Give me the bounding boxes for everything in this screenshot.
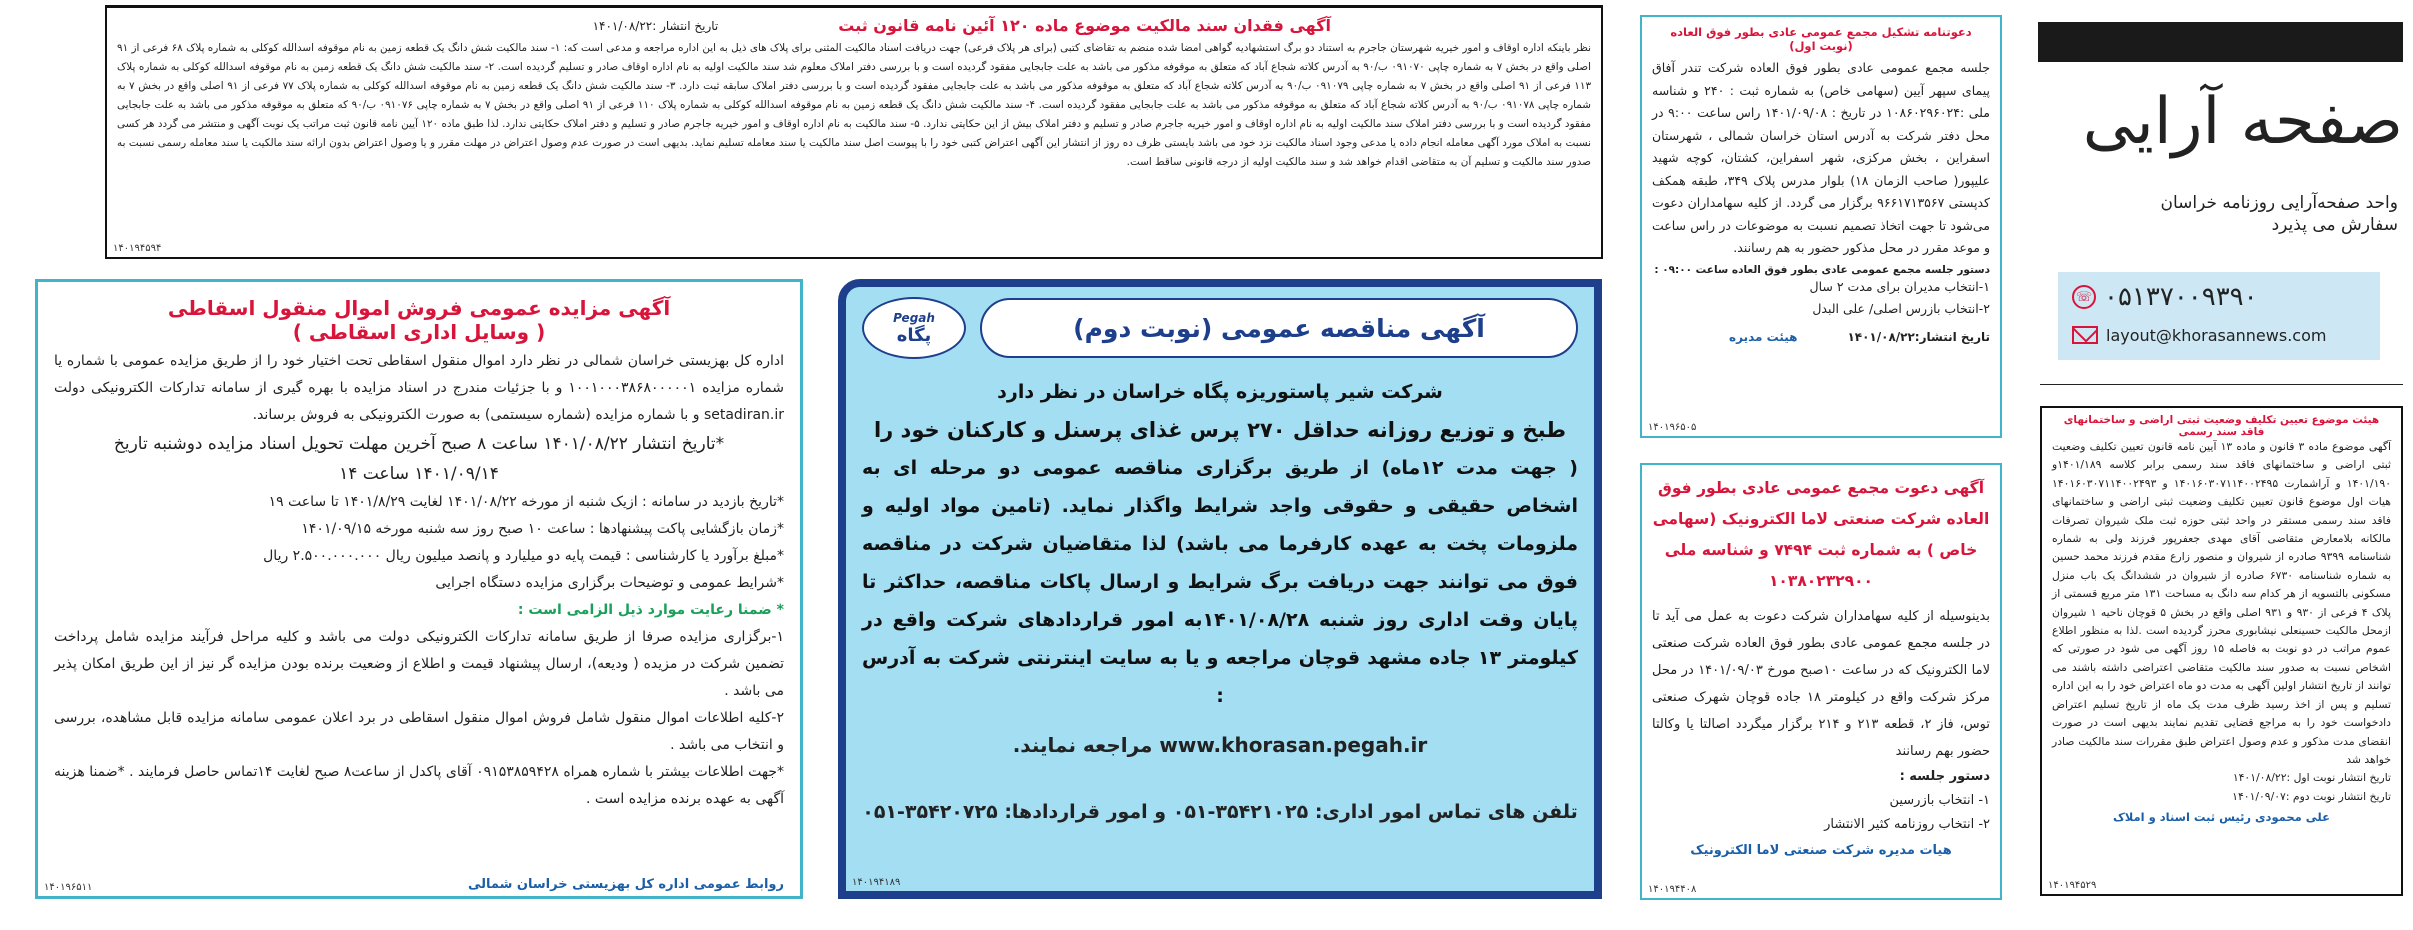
auction-terms: *شرایط عمومی و توضیحات برگزاری مزایده دستگاه اجرایی <box>435 575 784 591</box>
lost-deed-title: آگهی فقدان سند مالکیت موضوع ماده ۱۲۰ آئین نامه قانون ثبت <box>838 16 1331 35</box>
lost-deed-body: نظر باینکه اداره اوقاف و امور خیریه شهرستان جاجرم به استناد دو برگ استشهادیه گواهی امضا شده منضم به تقاضای کتبی (برای هر پلاک فرعی) جهت دریافت اسناد مالکیت المثنی برای پلاک های ذیل به این اداره مراجعه و مدعی است که: ۱- سند مالکیت شش دانگ یک قطعه زمین به نام موقوفه اسدالله کوکلی به شماره پلاک ۶۸ فرعی از ۹۱ اصلی واقع در بخش ۷ به شماره چاپی ۰۹۱۰۷۰ ب/۹۰ به آدرس کلاته شجاع آباد که متعلق به موقوفه مذکور می باشد به علت جابجایی مفقود گردیده است و با بررسی دفتر املاک معلوم شد سند مالکیت اولیه به نام اداره اوقاف صادر و تسلیم گردیده است. ۲- سند مالکیت شش دانگ یک قطعه زمین به نام موقوفه اسدالله کوکلی به شماره پلاک ۱۱۳ فرعی از ۹۱ اصلی واقع در بخش ۷ به شماره چاپی ۰۹۱۰۷۹ ب/۹۰ به آدرس کلاته شجاع آباد که متعلق به موقوفه مذکور می باشد به علت جابجایی مفقود گردیده است و با بررسی دفتر املاک سابقه ثبت دارد. ۳- سند مالکیت شش دانگ یک قطعه زمین به نام موقوفه اسدالله کوکلی به شماره پلاک ۷۷ فرعی از ۹۱ اصلی واقع در بخش ۷ به شماره چاپی ۰۹۱۰۷۸ ب/۹۰ به آدرس کلاته شجاع آباد که متعلق به موقوفه مذکور می باشد به علت جابجایی مفقود گردیده است. ۴- سند مالکیت شش دانگ یک قطعه زمین به نام موقوفه اسدالله کوکلی به شماره پلاک ۱۱۰ فرعی از ۹۱ اصلی واقع در بخش ۷ به شماره چاپی ۰۹۱۰۷۶ ب/۹۰ که متعلق به موقوفه مذکور می باشد به علت جابجایی مفقود گردیده است و با بررسی دفتر املاک سند مالکیت اولیه به نام اداره اوقاف و امور خیریه جاجرم صادر و تسلیم و دفتر املاک بیش از این حکایتی ندارد. ۵- سند مالکیت به نام اداره اوقاف و امور خیریه جاجرم صادر و تسلیم و دفتر املاک حکایتی ندارد. لذا طبق ماده ۱۲۰ آیین نامه قانون ثبت مراتب یک نوبت آگهی و منتشر می گردد هر کسی نسبت به املاک مورد آگهی معامله انجام داده یا مدعی وجود اسناد مالکیت نزد خود می باشد بایستی ظرف ده روز از انتشار این آگهی اعتراض کتبی خود را با پیوست اصل سند مالکیت یا سند معامله تسلیم نماید. بدیهی است در صورت عدم وصول اعتراض در مهلت مقرر و یا وصول اعتراض بدون ارائه سند مالکیت یا سند معامله رسمی نسبت به صدور سند مالکیت و تسلیم آن به متقاضی اقدام خواهد شد و سند مالکیت اولیه از درجه قانونی ساقط است. <box>117 42 1592 168</box>
contact-box <box>2058 272 2380 360</box>
auction-intro: اداره کل بهزیستی خراسان شمالی در نظر دارد اموال منقول اسقاطی تحت اختیار خود را از طریق مزایده عمومی با شماره یا شماره مزایده ۱۰۰۱۰۰۰۳۸۶۸۰۰۰۰۰۱ و با جزئیات مندرج در اسناد مزایده با بهره گیری از سامانه تدارکات الکترونیکی دولت setadiran.ir و با شماره مزایده (شماره سیستمی) به صورت الکترونیکی به فروش برساند. <box>54 353 784 423</box>
assembly-invitation-notice <box>1640 15 2002 438</box>
auction-notice <box>35 279 803 899</box>
agenda-title: دستور جلسه : <box>1899 769 1990 784</box>
auction-footer: روابط عمومی اداره کل بهزیستی خراسان شمالی <box>467 877 784 892</box>
invitation-signature: هیئت مدیره <box>1729 329 1798 344</box>
layout-promo-subtitle <box>2038 192 2398 236</box>
auction-publish: *تاریخ انتشار ۱۴۰۱/۰۸/۲۲ ساعت ۸ صبح آخرین مهلت تحویل اسناد مزایده دوشنبه تاریخ <box>113 434 725 454</box>
phone-icon: ☏ <box>2072 285 2096 309</box>
auction-contact: *جهت اطلاعات بیشتر با شماره همراه ۰۹۱۵۳۸۵۹۴۲۸ آقای پاکدل از ساعت۸ صبح لغایت ۱۴تماس حاصل فرمایند . *ضمنا هزینه آگهی به عهده برنده مزایده است . <box>54 764 785 807</box>
auction-item-2: ۲-کلیه اطلاعات اموال منقول شامل فروش اموال منقول اسقاطی در برد اعلان عمومی سامانه مزایده قابل مشاهده، بررسی و انتخاب می باشد . <box>54 710 784 753</box>
invitation-title: دعوتنامه تشکیل مجمع عمومی عادی بطور فوق العاده (نوبت اول) <box>1670 25 1972 53</box>
agenda-item: ۲- انتخاب روزنامه کثیر الانتشار <box>1824 817 1990 832</box>
registry-date-2: تاریخ انتشار نوبت دوم :۱۴۰۱/۰۹/۰۷ <box>2232 789 2391 803</box>
agenda-item: ۲-انتخاب بازرس اصلی/ علی البدل <box>1812 300 1990 316</box>
registry-title: هیئت موضوع تعیین تکلیف وضعیت ثبتی اراضی و ساختمانهای فاقد سند رسمی <box>2063 414 2380 438</box>
pegah-logo <box>862 297 966 359</box>
tender-website-link[interactable]: www.khorasan.pegah.ir مراجعه نمایند. <box>1012 733 1428 757</box>
lost-deed-notice <box>105 5 1603 259</box>
auction-item-1: ۱-برگزاری مزایده صرفا از طریق سامانه تدارکات الکترونیکی دولت می باشد و کلیه مراحل فرآیند مزایده شامل پرداخت تضمین شرکت در مزیده ( ودیعه)، ارسال پیشنهاد قیمت و اطلاع از وضعیت برنده بودن مزایده گر نیز از این طریق امکان پذیر می باشد . <box>54 629 784 699</box>
section-header-bar <box>2038 22 2403 62</box>
ad-code: ۱۴۰۱۹۴۵۲۹ <box>2048 880 2097 891</box>
agenda-item: ۱- انتخاب بازرسین <box>1889 793 1990 808</box>
auction-visit: *تاریخ بازدید در سامانه : ازیک شنبه از مورخه ۱۴۰۱/۰۸/۲۲ لغایت ۱۴۰۱/۸/۲۹ تا ساعت ۱۹ <box>268 494 784 510</box>
page-title: صفحه آرایی <box>2082 85 2403 159</box>
ad-code: ۱۴۰۱۹۴۵۹۴ <box>113 243 162 254</box>
tender-line-2: طبخ و توزیع روزانه حداقل ۲۷۰ پرس غذای پرسنل و کارکنان خود را <box>873 418 1567 442</box>
mail-icon <box>2072 326 2098 344</box>
lama-body: بدینوسیله از کلیه سهامداران شرکت دعوت به عمل می آید تا در جلسه مجمع عمومی عادی بطور فوق العاده شرکت صنعتی لاما الکترونیک که در ساعت ۱۰صبح مورخ ۱۴۰۱/۰۹/۰۳ در محل مرکز شرکت واقع در کیلومتر ۱۸ جاده قوچان شهرک صنعتی توس، فاز ۲، قطعه ۲۱۳ و ۲۱۴ برگزار میگردد اصالتا یا وکالتا حضور بهم رسانند <box>1652 609 1990 759</box>
tender-phones: تلفن های تماس امور اداری: ۳۵۴۲۱۰۲۵-۰۵۱ و امور قراردادها: ۳۵۴۲۰۷۲۵-۰۵۱ <box>862 801 1578 823</box>
registry-body: آگهی موضوع ماده ۳ قانون و ماده ۱۳ آیین نامه قانون تعیین تکلیف وضعیت ثبتی اراضی و ساختمانهای فاقد سند رسمی برابر کلاسه ۱۴۰۱/۱۸۹و ۱۴۰۱/۱۹۰ و آراشمارت ۱۴۰۱۶۰۳۰۷۱۱۴۰۰۲۴۹۵ و ۱۴۰۱۶۰۳۰۷۱۱۴۰۰۲۴۹۳ هیات اول موضوع قانون تعیین تکلیف وضعیت ثبتی اراضی و ساختمانهای فاقد سند رسمی مستقر در واحد ثبتی حوزه ثبت ملک شیروان تصرفات مالکانه بلامعارض متقاضی آقای مهدی جعفرپور فرزند ولی به شماره شناسنامه ۹۳۹۹ صادره از شیروان و منصور زارع مقدم فرزند محمد حسین به شماره شناسنامه ۶۷۳۰ صادره از شیروان در ششدانگ یک باب منزل مسکونی بالتسویه از هر کدام سه دانگ به مساحت ۱۳۱ متر مربع قسمتی از پلاک ۴ فرعی از ۹۳۰ و ۹۳۱ اصلی واقع در بخش ۵ قوچان ناحیه ۱ شیروان ازمحل مالکیت حسینعلی نیشابوری محرز گردیده است .لذا به منظور اطلاع عموم مراتب در دو نوبت به فاصله ۱۵ روز آگهی می شود در صورتی که اشخاص نسبت به صدور سند مالکیت متقاضی اعتراضی داشته باشند می توانند از تاریخ انتشار اولین آگهی به مدت دو ماه اعتراض خود را به این اداره تسلیم و پس از اخذ رسید ظرف مدت یک ماه از تاریخ تسلیم اعتراض دادخواست خود را به مراجع قضایی تقدیم نمایند بدیهی است در صورت انقضای مدت مذکور و عدم وصول اعتراض طبق مقررات سند مالکیت صادر خواهد شد <box>2052 440 2392 766</box>
lama-signature: هیات مدیره شرکت صنعتی لاما الکترونیک <box>1690 843 1952 858</box>
invitation-body: جلسه مجمع عمومی عادی بطور فوق العاده شرکت تندر آفاق پیمای سپهر آیین (سهامی خاص) به شماره ثبت : ۲۴۰ و شناسه ملی :۱۰۸۶۰۲۹۶۰۲۴ در تاریخ : ۱۴۰۱/۰۹/۰۸ راس ساعت ۹:۰۰ در محل دفتر شرکت به آدرس استان خراسان شمالی ، شهرستان اسفراین ، بخش مرکزی، شهر اسفراین، کشتان، کوچه شهید علیپور( صاحب الزمان ۱۸) بلوار مدرس پلاک ۳۴۹، طبقه همکف کدپستی ۹۶۶۱۷۱۳۵۶۷ برگزار می گردد. از کلیه سهامداران دعوت می‌شود تا جهت اتخاذ تصمیم نسبت به موضوعات در راس ساعت و موعد مقرر در محل مذکور حضور به هم رسانند. <box>1652 60 1990 255</box>
invitation-date: تاریخ انتشار:۱۴۰۱/۰۸/۲۲ <box>1847 329 1990 344</box>
tender-line-1: شرکت شیر پاستوریزه پگاه خراسان در نظر دارد <box>997 381 1443 403</box>
lost-deed-date: تاریخ انتشار :۱۴۰۱/۰۸/۲۲ <box>592 18 719 33</box>
email-link[interactable]: layout@khorasannews.com <box>2106 325 2327 345</box>
auction-subtitle: ( وسایل اداری اسقاطی ) <box>292 320 546 344</box>
ad-code: ۱۴۰۱۹۴۴۰۸ <box>1648 884 1697 895</box>
registry-notice <box>2040 406 2403 896</box>
registry-date-1: تاریخ انتشار نوبت اول :۱۴۰۱/۰۸/۲۲ <box>2232 771 2391 785</box>
logo-latin: Pegah <box>893 310 935 325</box>
lama-title: آگهی دعوت مجمع عمومی عادی بطور فوق العاده شرکت صنعتی لاما الکترونیک (سهامی خاص ) به شماره ثبت ۷۴۹۴ و شناسه ملی ۱۰۳۸۰۲۳۲۹۰۰ <box>1652 479 1990 590</box>
auction-deadline: ۱۴۰۱/۰۹/۱۴ ساعت ۱۴ <box>339 464 499 484</box>
ad-code: ۱۴۰۱۹۴۱۸۹ <box>852 877 901 888</box>
subtitle-line: سفارش می پذیرد <box>2271 215 2398 235</box>
ad-code: ۱۴۰۱۹۶۵۱۱ <box>44 882 93 893</box>
logo-fa: پگاه <box>896 324 932 346</box>
phone-number[interactable]: ۰۵۱۳۷۰۰۹۳۹۰ <box>2104 282 2258 312</box>
tender-notice <box>838 279 1602 899</box>
lama-assembly-notice <box>1640 463 2002 900</box>
agenda-item: ۱-انتخاب مدیران برای مدت ۲ سال <box>1809 278 1990 294</box>
ad-code: ۱۴۰۱۹۶۵۰۵ <box>1648 422 1697 433</box>
divider <box>2040 384 2403 385</box>
subtitle-line: واحد صفحه‌آرایی روزنامه خراسان <box>2160 193 2398 213</box>
agenda-title: دستور جلسه مجمع عمومی عادی بطور فوق العاده ساعت ۰۹:۰۰ : <box>1654 263 1990 276</box>
auction-title: آگهی مزایده عمومی فروش اموال منقول اسقاطی <box>167 296 671 320</box>
auction-note: * ضمنا رعایت موارد ذیل الزامی است : <box>517 602 784 618</box>
registry-signature: علی محمودی رئیس ثبت اسناد و املاک <box>2113 810 2330 825</box>
auction-opening: *زمان بازگشایی پاکت پیشنهادها : ساعت ۱۰ صبح روز سه شنبه مورخه ۱۴۰۱/۰۹/۱۵ <box>301 521 784 537</box>
tender-body: ( جهت مدت ۱۲ماه) از طریق برگزاری مناقصه عمومی دو مرحله ای به اشخاص حقیقی و حقوقی واجد شرایط واگذار نماید. (تامین مواد اولیه و ملزومات پخت به عهده کارفرما می باشد) لذا متقاضیان شرکت در مناقصه فوق می توانند جهت دریافت برگ شرایط و ارسال پاکات مناقصه، حداکثر تا پایان وقت اداری روز شنبه ۱۴۰۱/۰۸/۲۸به امور قراردادهای شرکت واقع در کیلومتر ۱۳ جاده مشهد قوچان مراجعه و یا به سایت اینترنتی شرکت به آدرس : <box>862 457 1578 707</box>
auction-price: *مبلغ برآورد یا کارشناسی : قیمت پایه دو میلیارد و پانصد میلیون ریال ۲.۵۰۰.۰۰۰.۰۰۰ ریال <box>263 548 784 564</box>
tender-title: آگهی مناقصه عمومی (نوبت دوم) <box>980 298 1578 358</box>
